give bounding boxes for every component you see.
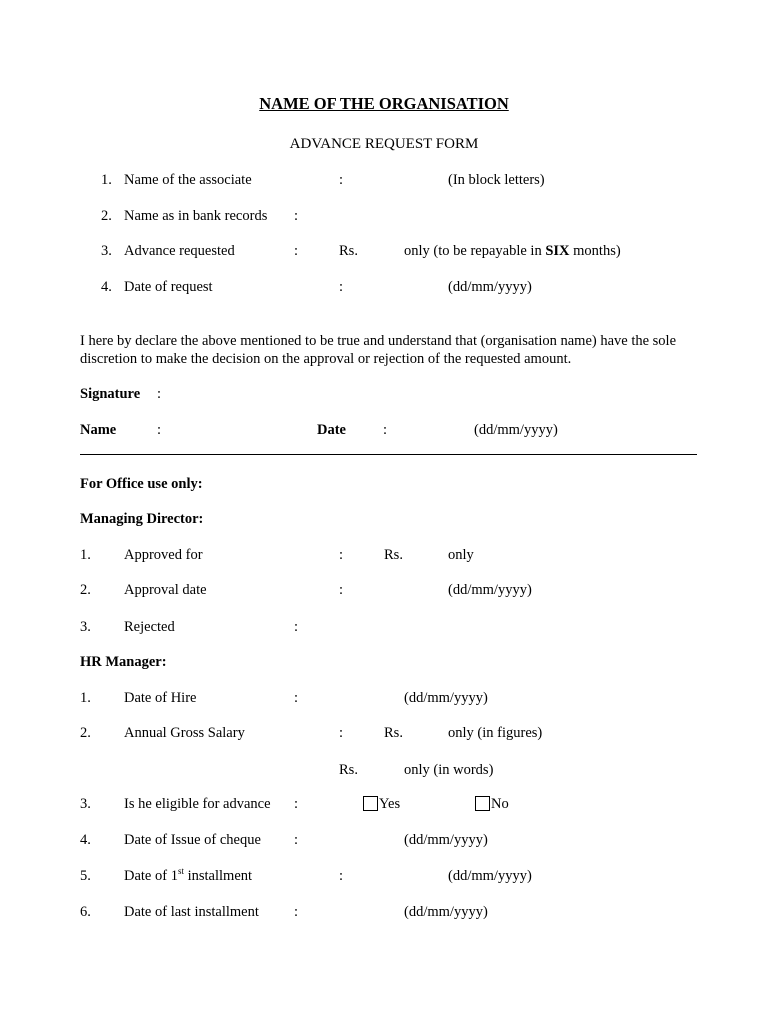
- list-number: 3.: [101, 243, 112, 259]
- organisation-title: NAME OF THE ORGANISATION: [259, 94, 509, 113]
- date-label: Date: [317, 422, 346, 438]
- yes-checkbox[interactable]: [363, 796, 378, 811]
- hr-manager-heading: HR Manager:: [80, 654, 167, 670]
- signature-label: Signature: [80, 386, 141, 402]
- list-number: 3.: [80, 796, 91, 812]
- eligible-yes-option[interactable]: [363, 795, 400, 813]
- list-number: 1.: [80, 547, 91, 563]
- currency-label: Rs.: [384, 547, 403, 563]
- date-of-request-label: Date of request: [124, 279, 213, 295]
- list-number: 2.: [80, 725, 91, 741]
- no-checkbox[interactable]: [475, 796, 490, 811]
- colon: :: [294, 690, 299, 706]
- currency-label: Rs.: [339, 243, 358, 259]
- associate-name-label: Name of the associate: [124, 172, 252, 188]
- only-suffix: only: [448, 547, 474, 563]
- ordinal-suffix: st: [177, 866, 184, 877]
- colon: :: [339, 725, 344, 741]
- list-number: 4.: [80, 832, 91, 848]
- in-figures-suffix: only (in figures): [448, 725, 543, 741]
- eligible-for-advance-label: Is he eligible for advance: [124, 796, 271, 812]
- list-number: 3.: [80, 619, 91, 635]
- colon: :: [294, 796, 299, 812]
- repayment-note-text: only (to be repayable in: [404, 243, 546, 259]
- colon: :: [339, 868, 344, 884]
- last-installment-label: Date of last installment: [124, 904, 259, 920]
- list-number: 1.: [80, 690, 91, 706]
- block-letters-hint: (In block letters): [448, 172, 545, 188]
- list-number: 4.: [101, 279, 112, 295]
- list-number: 5.: [80, 868, 91, 884]
- date-format-hint: (dd/mm/yyyy): [448, 582, 532, 598]
- date-format-hint: (dd/mm/yyyy): [404, 904, 488, 920]
- date-format-hint: (dd/mm/yyyy): [474, 422, 558, 438]
- colon: :: [294, 208, 299, 224]
- advance-requested-label: Advance requested: [124, 243, 235, 259]
- yes-label: Yes: [379, 796, 401, 812]
- colon: :: [339, 279, 344, 295]
- colon: :: [294, 619, 299, 635]
- date-format-hint: (dd/mm/yyyy): [404, 690, 488, 706]
- repayment-months-emphasis: SIX: [545, 243, 570, 259]
- colon: :: [294, 904, 299, 920]
- first-installment-text: installment: [183, 868, 253, 884]
- repayment-note: [404, 242, 621, 260]
- in-words-suffix: only (in words): [404, 762, 494, 778]
- colon: :: [339, 172, 344, 188]
- declaration-text: I here by declare the above mentioned to be true and understand that (organisation name) have the sole discretion to make the decision on the approval or rejection of the requested amount.: [80, 333, 677, 367]
- first-installment-text: Date of 1: [124, 868, 178, 884]
- currency-label: Rs.: [384, 725, 403, 741]
- colon: :: [157, 386, 162, 402]
- bank-name-label: Name as in bank records: [124, 208, 268, 224]
- section-divider: [80, 454, 697, 455]
- list-number: 2.: [80, 582, 91, 598]
- eligible-no-option[interactable]: [475, 795, 509, 813]
- currency-label: Rs.: [339, 762, 358, 778]
- colon: :: [157, 422, 162, 438]
- colon: :: [339, 547, 344, 563]
- managing-director-heading: Managing Director:: [80, 511, 204, 527]
- no-label: No: [491, 796, 509, 812]
- list-number: 1.: [101, 172, 112, 188]
- first-installment-label: [124, 867, 252, 885]
- rejected-label: Rejected: [124, 619, 175, 635]
- colon: :: [294, 832, 299, 848]
- repayment-note-text: months): [569, 243, 621, 259]
- list-number: 2.: [101, 208, 112, 224]
- date-format-hint: (dd/mm/yyyy): [448, 868, 532, 884]
- form-title: ADVANCE REQUEST FORM: [289, 136, 479, 152]
- list-number: 6.: [80, 904, 91, 920]
- approved-for-label: Approved for: [124, 547, 203, 563]
- date-format-hint: (dd/mm/yyyy): [404, 832, 488, 848]
- approval-date-label: Approval date: [124, 582, 207, 598]
- colon: :: [339, 582, 344, 598]
- date-of-hire-label: Date of Hire: [124, 690, 197, 706]
- date-format-hint: (dd/mm/yyyy): [448, 279, 532, 295]
- cheque-issue-date-label: Date of Issue of cheque: [124, 832, 261, 848]
- annual-gross-salary-label: Annual Gross Salary: [124, 725, 245, 741]
- colon: :: [383, 422, 388, 438]
- colon: :: [294, 243, 299, 259]
- office-use-heading: For Office use only:: [80, 476, 203, 492]
- name-label: Name: [80, 422, 117, 438]
